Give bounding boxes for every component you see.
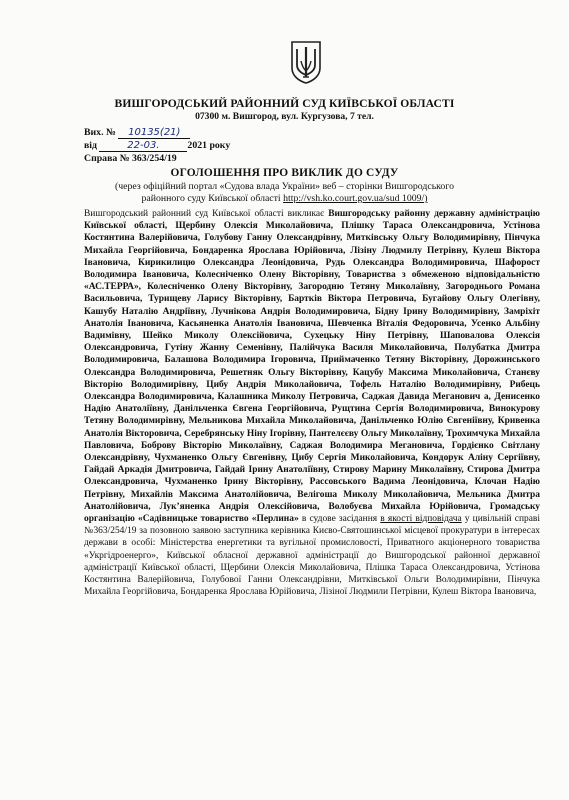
case-number: Справа № 363/254/19 xyxy=(84,153,177,164)
date-suffix: 2021 року xyxy=(187,140,231,151)
body-after-parties: в судове засідання xyxy=(298,514,381,525)
date-row xyxy=(84,140,230,152)
notice-subtitle-prefix: районного суду Київської області xyxy=(141,193,284,204)
notice-title: ОГОЛОШЕННЯ ПРО ВИКЛИК ДО СУДУ xyxy=(170,167,399,179)
court-address: 07300 м. Вишгород, вул. Кургузова, 7 тел. xyxy=(195,111,374,122)
outgoing-number-value: 10135(21) xyxy=(118,128,190,139)
outgoing-number-label: Вих. № xyxy=(84,127,116,138)
body-case-text: у цивільній справі №363/254/19 за позовною заявою заступника керівника Києво-Святошинської місцевої прокуратури в інтересах держави в особі: Міністерства енергетики та вугільної промисловості, Приватного акціонерного товариства «Укргідроенерго», Київської обласної державної адміністрації до Вишгородської районної державної адміністрації Київської області, Щербини Олексія Миколайовича, Плішка Тараса Олександровича, Устінова Костянтина Валерійовича, Голубової Ганни Олександрівни, Митківської Ольги Володимирівни, Пінчука Михайла Георгійовича, Бондаренка Ярослава Юрійовича, Лізіної Людмили Петрівни, Кулеш Віктора Івановича, xyxy=(84,514,540,598)
court-name: ВИШГОРОДСЬКИЙ РАЙОННИЙ СУД КИЇВСЬКОЇ ОБЛАСТІ xyxy=(114,97,455,110)
summoned-parties: Вишгородську районну державну адміністрацію Київської області, Щербину Олексія Миколайовича, Плішку Тараса Олександровича, Устінова Костянтина Валерійовича, Голубову Ганну Олександрівну, Митківську Ольгу Володимирівну, Пінчука Михайла Георгійовича, Бондаренка Ярослава Юрійовича, Лізіну Людмилу Петрівну, Кулеш Віктора Івановича, Кирикилицю Олександра Леонідовича, Рудь Олександра Володимировича, Шафорост Володимира Івановича, Колесніченко Олену Вікторівну, Товариства з обмеженою відповідальністю «АС.ТЕРРА», Колесніченко Олену Вікторівну, Загородню Тетяну Миколаївну, Загороднього Романа Васильовича, Турищеву Ларису Вікторівну, Бартків Віктора Петровича, Бугайову Ольгу Олегівну, Кашубу Наталію Андріївну, Лучнікова Андрія Володимировича, Бідну Ірину Володимирівну, Замріхіт Анатолія Івановича, Касьяненка Анатолія Івановича, Шевченка Віталія Федоровича, Усенко Альбіну Вадимівну, Шейко Миколу Олексійовича, Сухецьку Ніну Петрівну, Шаповалова Олексія Олександровича, Гутіну Жанну Семенівну, Палійчука Василя Миколайовича, Полубатка Дмитра Володимировича, Балашова Володимира Ігоровича, Приймаченко Тетяну Вікторівну, Дорожинського Олександра Володимировича, Решетняк Ольгу Вікторівну, Кацубу Максима Миколайовича, Станєву Вікторію Володимирівну, Цибу Андрія Миколайовича, Тофель Наталію Володимирівну, Рибець Олександра Володимировича, Калашника Миколу Петровича, Саджая Давида Меганович а, Денисенко Надію Анатоліївну, Данільченка Євгена Георгійовича, Рущтина Сергія Володимировича, Винокурову Тетяну Володимирівну, Мельникова Михайла Миколайовича, Данільченко Юлію Євгеніївну, Кривенка Анатолія Вікторовича, Серебрянську Ніну Ігорівну, Пантелєєву Ольгу Миколаївну, Трохимчука Михайла Павловича, Боброву Вікторію Миколаївну, Саджая Володимира Мегановича, Гордієнко Світлану Олександрівну, Чухманенко Ольгу Євгенівну, Цибу Сергія Миколайовича, Кондорук Аліну Сергіївну, Гайдай Аркадія Дмитровича, Гайдай Ірину Анатоліївну, Стирову Марину Миколаївну, Стирова Дмитра Олександровича, Чухманенко Ірину Вікторівну, Рассовського Вадима Леонідовича, Клочан Надію Петрівну, Михайлів Максима Анатолійовича, Велігоша Миколу Миколайовича, Мельника Дмитра Анатолійовича, Лук’яненка Андрія Олексійовича, Волобуєва Михайла Юрійовича, Громадську організацію «Садівницьке товариство «Перлина» xyxy=(84,209,540,525)
tryzub-icon xyxy=(289,39,323,85)
outgoing-number-row xyxy=(84,127,190,139)
notice-body xyxy=(84,208,540,599)
date-value: 22-03. xyxy=(99,141,187,152)
notice-subtitle-line2 xyxy=(0,193,569,204)
body-intro: Вишгородський районний суд Київської області викликає xyxy=(84,209,329,219)
date-label: від xyxy=(84,140,97,151)
party-role: в якості відповідача xyxy=(380,514,462,525)
notice-subtitle-line1: (через офіційний портал «Судова влада України» веб – сторінки Вишгородського xyxy=(114,181,454,192)
court-website-link[interactable]: http://vsh.ko.court.gov.ua/sud 1009/) xyxy=(283,193,428,204)
